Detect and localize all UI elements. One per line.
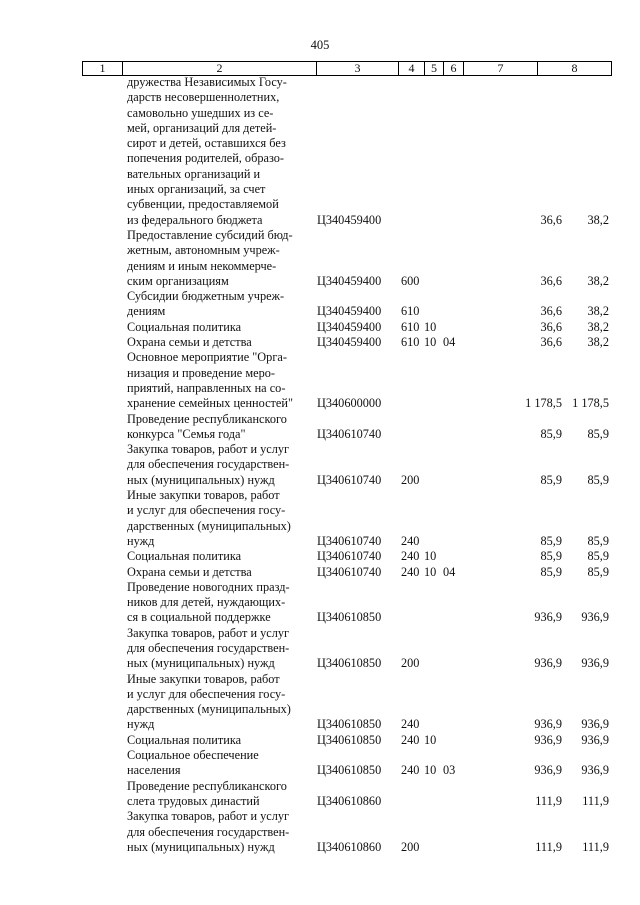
amount-col8: 38,2	[587, 273, 609, 288]
amount-col8: 85,9	[587, 533, 609, 548]
target-code: Ц340610740	[317, 564, 382, 579]
amount-col7: 1 178,5	[525, 396, 562, 411]
subsection: 04	[443, 335, 456, 350]
amount-col8: 936,9	[581, 610, 609, 625]
table-row	[0, 289, 640, 320]
target-code: Ц340610850	[317, 610, 382, 625]
target-code: Ц340459400	[317, 335, 382, 350]
table-row	[0, 748, 640, 779]
amount-col7: 85,9	[540, 549, 562, 564]
amount-col8: 85,9	[587, 549, 609, 564]
row-name-line: Социальная политика	[127, 319, 242, 334]
column-header-2: 2	[123, 62, 317, 76]
section: 10	[424, 549, 437, 564]
amount-col7: 85,9	[540, 426, 562, 441]
table-row	[0, 75, 640, 228]
target-code: Ц340459400	[317, 319, 382, 334]
row-name-line: из федерального бюджета	[127, 212, 263, 227]
row-name	[127, 733, 298, 748]
target-code: Ц340459400	[317, 212, 382, 227]
row-name-line: Закупка товаров, работ и услуг	[127, 809, 290, 824]
expense-type: 200	[401, 839, 420, 854]
column-header-8: 8	[538, 62, 612, 76]
row-name	[127, 809, 298, 855]
row-name-line: дениям	[127, 304, 166, 319]
table-row	[0, 672, 640, 733]
row-name	[127, 320, 298, 335]
row-name-line: субвенции, предоставляемой	[127, 197, 279, 212]
budget-table-body	[0, 75, 640, 855]
amount-col8: 1 178,5	[572, 396, 609, 411]
table-row	[0, 779, 640, 810]
row-name-line: Проведение республиканского	[127, 778, 287, 793]
expense-type: 240	[401, 763, 420, 778]
row-name-line: конкурса "Семья года"	[127, 426, 246, 441]
row-name-line: Предоставление субсидий бюд-	[127, 227, 293, 242]
column-header-4: 4	[399, 62, 425, 76]
row-name-line: слета трудовых династий	[127, 793, 260, 808]
row-name-line: и услуг для обеспечения госу-	[127, 686, 286, 701]
row-name-line: ных (муниципальных) нужд	[127, 656, 275, 671]
expense-type: 610	[401, 319, 420, 334]
row-name-line: приятий, направленных на со-	[127, 380, 286, 395]
target-code: Ц340610740	[317, 426, 382, 441]
row-name-line: Субсидии бюджетным учреж-	[127, 289, 285, 304]
expense-type: 240	[401, 732, 420, 747]
amount-col8: 936,9	[581, 717, 609, 732]
row-name-line: Иные закупки товаров, работ	[127, 671, 280, 686]
row-name-line: нужд	[127, 533, 155, 548]
target-code: Ц340600000	[317, 396, 382, 411]
expense-type: 200	[401, 656, 420, 671]
target-code: Ц340610860	[317, 839, 382, 854]
row-name-line: ским организациям	[127, 273, 229, 288]
amount-col8: 38,2	[587, 212, 609, 227]
amount-col8: 38,2	[587, 304, 609, 319]
row-name-line: Основное мероприятие "Орга-	[127, 350, 287, 365]
amount-col8: 936,9	[581, 732, 609, 747]
amount-col7: 936,9	[534, 763, 562, 778]
row-name-line: ников для детей, нуждающих-	[127, 595, 286, 610]
amount-col7: 111,9	[535, 839, 562, 854]
target-code: Ц340459400	[317, 273, 382, 288]
expense-type: 610	[401, 335, 420, 350]
table-row	[0, 580, 640, 626]
amount-col7: 36,6	[540, 273, 562, 288]
amount-col7: 85,9	[540, 564, 562, 579]
expense-type: 200	[401, 472, 420, 487]
row-name-line: самовольно ушедших из се-	[127, 105, 274, 120]
expense-type: 240	[401, 549, 420, 564]
row-name	[127, 75, 298, 228]
table-row	[0, 320, 640, 335]
section: 10	[424, 564, 437, 579]
row-name	[127, 748, 298, 779]
column-header-row	[83, 62, 612, 76]
row-name	[127, 350, 298, 411]
row-name	[127, 672, 298, 733]
column-header-table	[82, 61, 612, 76]
target-code: Ц340610850	[317, 717, 382, 732]
column-header-7: 7	[464, 62, 538, 76]
target-code: Ц340610850	[317, 763, 382, 778]
table-row	[0, 442, 640, 488]
target-code: Ц340610740	[317, 549, 382, 564]
row-name-line: ных (муниципальных) нужд	[127, 839, 275, 854]
row-name	[127, 228, 298, 289]
row-name-line: Социальная политика	[127, 732, 242, 747]
table-row	[0, 488, 640, 549]
amount-col7: 936,9	[534, 732, 562, 747]
row-name-line: ся в социальной поддержке	[127, 610, 271, 625]
row-name	[127, 289, 298, 320]
row-name-line: Охрана семьи и детства	[127, 335, 252, 350]
amount-col7: 111,9	[535, 793, 562, 808]
target-code: Ц340459400	[317, 304, 382, 319]
target-code: Ц340610740	[317, 472, 382, 487]
row-name-line: для обеспечения государствен-	[127, 640, 290, 655]
row-name-line: нужд	[127, 717, 155, 732]
amount-col7: 936,9	[534, 610, 562, 625]
amount-col7: 85,9	[540, 533, 562, 548]
row-name-line: попечения родителей, образо-	[127, 151, 284, 166]
amount-col8: 38,2	[587, 335, 609, 350]
row-name-line: Социальное обеспечение	[127, 748, 259, 763]
amount-col8: 38,2	[587, 319, 609, 334]
row-name-line: иных организаций, за счет	[127, 182, 266, 197]
table-row	[0, 626, 640, 672]
amount-col7: 36,6	[540, 212, 562, 227]
row-name	[127, 488, 298, 549]
amount-col7: 36,6	[540, 304, 562, 319]
expense-type: 240	[401, 717, 420, 732]
row-name-line: Социальная политика	[127, 549, 242, 564]
row-name-line: ных (муниципальных) нужд	[127, 472, 275, 487]
amount-col8: 85,9	[587, 426, 609, 441]
row-name-line: и услуг для обеспечения госу-	[127, 503, 286, 518]
target-code: Ц340610850	[317, 732, 382, 747]
row-name	[127, 779, 298, 810]
row-name-line: Охрана семьи и детства	[127, 564, 252, 579]
row-name-line: дружества Независимых Госу-	[127, 75, 287, 89]
expense-type: 610	[401, 304, 420, 319]
row-name-line: для обеспечения государствен-	[127, 457, 290, 472]
table-row	[0, 809, 640, 855]
table-row	[0, 228, 640, 289]
section: 10	[424, 319, 437, 334]
amount-col8: 85,9	[587, 472, 609, 487]
amount-col8: 936,9	[581, 763, 609, 778]
target-code: Ц340610850	[317, 656, 382, 671]
row-name-line: вательных организаций и	[127, 166, 261, 181]
row-name	[127, 412, 298, 443]
table-row	[0, 565, 640, 580]
row-name-line: Проведение новогодних празд-	[127, 579, 290, 594]
amount-col7: 936,9	[534, 717, 562, 732]
row-name	[127, 549, 298, 564]
row-name-line: дениям и иным некоммерче-	[127, 258, 277, 273]
row-name-line: Проведение республиканского	[127, 411, 287, 426]
row-name-line: Закупка товаров, работ и услуг	[127, 625, 290, 640]
target-code: Ц340610740	[317, 533, 382, 548]
section: 10	[424, 763, 437, 778]
table-row	[0, 733, 640, 748]
table-row	[0, 412, 640, 443]
column-header-5: 5	[425, 62, 444, 76]
row-name-line: хранение семейных ценностей"	[127, 396, 293, 411]
row-name	[127, 335, 298, 350]
table-row	[0, 335, 640, 350]
row-name-line: жетным, автономным учреж-	[127, 243, 280, 258]
subsection: 04	[443, 564, 456, 579]
row-name	[127, 626, 298, 672]
column-header-3: 3	[317, 62, 399, 76]
subsection: 03	[443, 763, 456, 778]
row-name-line: Иные закупки товаров, работ	[127, 488, 280, 503]
row-name-line: дарственных (муниципальных)	[127, 518, 291, 533]
page-number: 405	[310, 38, 330, 52]
table-row	[0, 350, 640, 411]
amount-col7: 936,9	[534, 656, 562, 671]
target-code: Ц340610860	[317, 793, 382, 808]
section: 10	[424, 335, 437, 350]
amount-col8: 111,9	[582, 839, 609, 854]
row-name-line: мей, организаций для детей-	[127, 120, 277, 135]
row-name-line: населения	[127, 763, 181, 778]
row-name-line: для обеспечения государствен-	[127, 824, 290, 839]
section: 10	[424, 732, 437, 747]
amount-col8: 85,9	[587, 564, 609, 579]
row-name	[127, 565, 298, 580]
expense-type: 600	[401, 273, 420, 288]
row-name-line: Закупка товаров, работ и услуг	[127, 442, 290, 457]
expense-type: 240	[401, 533, 420, 548]
expense-type: 240	[401, 564, 420, 579]
amount-col8: 936,9	[581, 656, 609, 671]
amount-col8: 111,9	[582, 793, 609, 808]
row-name-line: дарственных (муниципальных)	[127, 702, 291, 717]
row-name-line: дарств несовершеннолетних,	[127, 90, 280, 105]
column-header-6: 6	[444, 62, 464, 76]
row-name	[127, 442, 298, 488]
row-name-line: сирот и детей, оставшихся без	[127, 136, 286, 151]
amount-col7: 85,9	[540, 472, 562, 487]
row-name-line: низация и проведение меро-	[127, 365, 275, 380]
column-header-1: 1	[83, 62, 123, 76]
amount-col7: 36,6	[540, 319, 562, 334]
row-name	[127, 580, 298, 626]
table-row	[0, 549, 640, 564]
amount-col7: 36,6	[540, 335, 562, 350]
